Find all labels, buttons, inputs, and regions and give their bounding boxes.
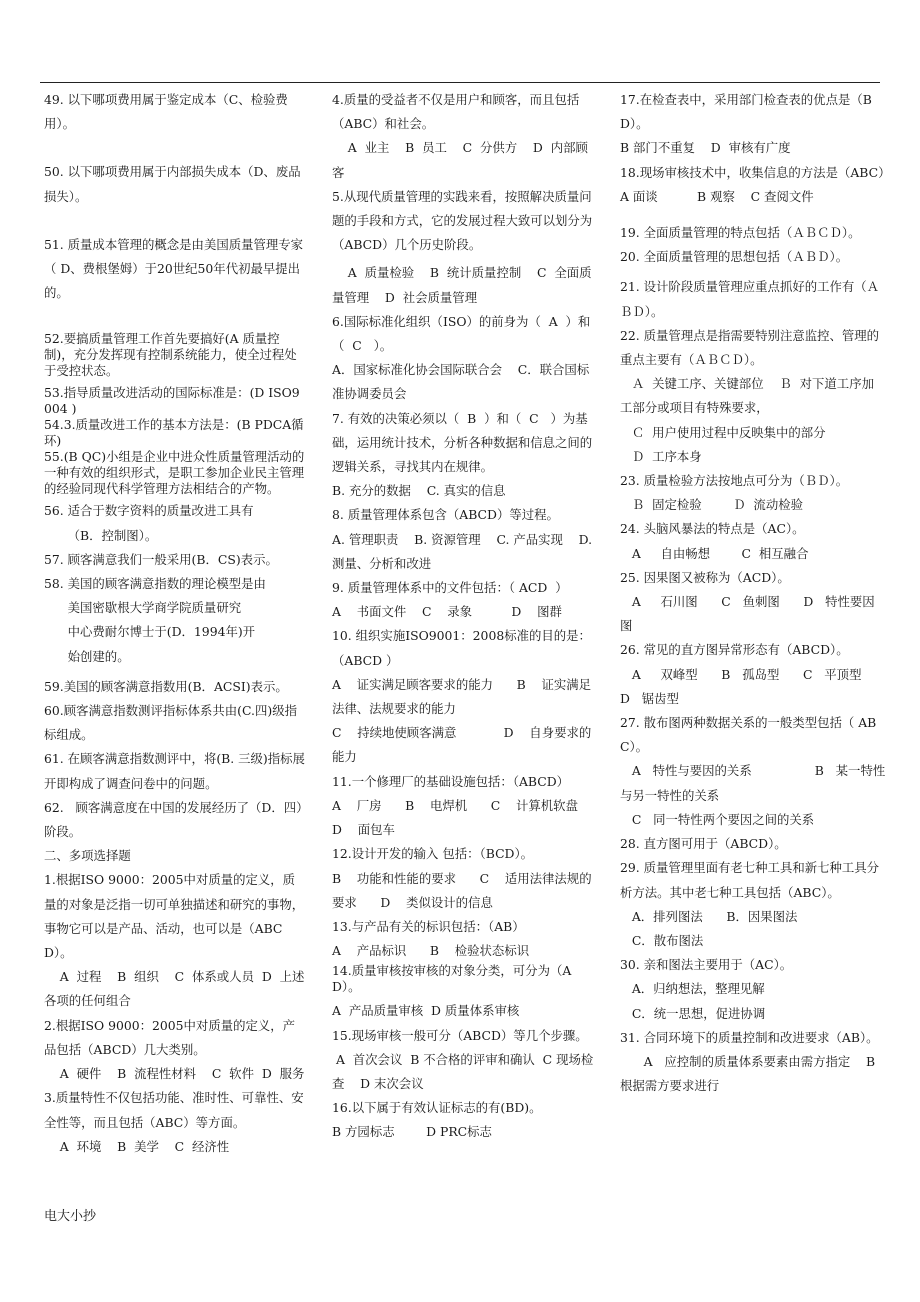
question-line: C 同一特性两个要因之间的关系 (620, 811, 815, 827)
question-line: A 书面文件 C 录象 D 图群 (332, 604, 562, 620)
footer-text: 电大小抄 (44, 1209, 97, 1224)
question-line: 1.根据ISO 9000：2005中对质量的定义，质量的对象是泛指一切可单独描述和研究的事物，事物它可以是产品、活动，也可以是（ABCD）。 (44, 872, 305, 961)
question-line: 美国密歇根大学商学院质量研究 (44, 600, 242, 616)
question-line: A 环境 B 美学 C 经济性 (44, 1138, 230, 1154)
question-line: 19. 全面质量管理的特点包括（ＡＢＣＤ）。 (620, 225, 861, 241)
question-line: A. 管理职责 B. 资源管理 C. 产品实现 D. 测量、分析和改进 (332, 531, 597, 571)
question-line: A 过程 B 组织 C 体系或人员 D 上述各项的任何组合 (44, 969, 305, 1009)
question-line: B 方园标志 D PRC标志 (332, 1124, 492, 1140)
question-line: A 首次会议 B 不合格的评审和确认 C 现场检查 D 末次会议 (332, 1051, 594, 1091)
question-line: 9. 质量管理体系中的文件包括：（ ACD ） (332, 580, 568, 596)
question-line: 59.美国的顾客满意指数用(B．ACSI)表示。 (44, 678, 288, 694)
question-line: A 质量检验 B 统计质量控制 C 全面质量管理 D 社会质量管理 (332, 265, 592, 305)
question-line: B 功能和性能的要求 C 适用法律法规的要求 D 类似设计的信息 (332, 870, 592, 910)
question-line: 24. 头脑风暴法的特点是（AC）。 (620, 521, 805, 537)
question-line: （B．控制图）。 (44, 527, 158, 543)
question-line: A 应控制的质量体系要素由需方指定 B 根据需方要求进行 (620, 1053, 887, 1094)
question-line: 15.现场审核一般可分（ABCD）等几个步骤。 (332, 1027, 588, 1043)
question-line: C 持续地使顾客满意 D 自身要求的能力 (332, 725, 592, 765)
question-line: 52.要搞质量管理工作首先要搞好(A 质量控制)，充分发挥现有控制系统能力，使全过程处于受控状态。 (44, 331, 297, 379)
question-line: 12.设计开发的输入 包括：（BCD）。 (332, 846, 534, 862)
question-line: 20. 全面质量管理的思想包括（ＡＢＤ）。 (620, 249, 849, 265)
question-line: 21. 设计阶段质量管理应重点抓好的工作有（ＡＢＤ）。 (620, 279, 880, 319)
question-line: Ｂ 固定检验 Ｄ 流动检验 (620, 497, 803, 513)
question-line: 23. 质量检验方法按地点可分为（ＢＤ）。 (620, 473, 849, 489)
question-line: 62. 顾客满意度在中国的发展经历了（D．四）阶段。 (44, 799, 303, 840)
question-line: 25. 因果图又被称为（ACD）。 (620, 569, 790, 585)
question-line: B 部门不重复 D 审核有广度 (620, 140, 791, 156)
question-line: 27. 散布图两种数据关系的一般类型包括（ ABC）。 (620, 715, 877, 755)
question-line: A 产品标识 B 检验状态标识 (332, 943, 530, 959)
question-line: B. 充分的数据 C. 真实的信息 (332, 483, 506, 499)
column-left (44, 88, 306, 1159)
question-line: 18.现场审核技术中，收集信息的方法是（ABC） (620, 164, 891, 180)
question-line: 16.以下属于有效认证标志的有(BD)。 (332, 1100, 542, 1116)
question-line: A 特性与要因的关系 B 某一特性与另一特性的关系 (620, 763, 886, 803)
question-line: 始创建的。 (44, 648, 130, 664)
question-line: 61. 在顾客满意指数测评中，将(B. 三级)指标展开即构成了调查问卷中的问题。 (44, 751, 305, 791)
question-line: 22. 质量管理点是指需要特别注意监控、管理的重点主要有（ＡＢＣＤ）。 (620, 327, 880, 368)
question-line: 57. 顾客满意我们一般采用(B．CS)表示。 (44, 551, 278, 567)
question-line: 54.3.质量改进工作的基本方法是：(B PDCA循环) (44, 417, 304, 449)
question-line: 50. 以下哪项费用属于内部损失成本（D、废品损失）。 (44, 164, 301, 204)
question-line: 10. 组织实施ISO9001：2008标准的目的是：（ABCD ） (332, 628, 591, 668)
question-line: 60.顾客满意指数测评指标体系共由(C.四)级指标组成。 (44, 703, 297, 743)
question-line: 29. 质量管理里面有老七种工具和新七种工具分析方法。其中老七种工具包括（ABC）。 (620, 860, 880, 900)
question-line: 58. 美国的顾客满意指数的理论模型是由 (44, 576, 266, 592)
question-line: C．统一思想，促进协调 (620, 1005, 766, 1021)
question-line: 14.质量审核按审核的对象分类，可分为（AD）。 (332, 963, 572, 995)
question-line: 53.指导质量改进活动的国际标准是：(D ISO9004 ) (44, 385, 300, 417)
question-line: 30. 亲和图法主要用于（AC）。 (620, 957, 793, 973)
question-line: 28. 直方图可用于（ABCD）。 (620, 836, 787, 852)
question-line: A 自由畅想 C 相互融合 (620, 545, 809, 561)
question-line: 6.国际标准化组织（ISO）的前身为（ A ）和（ C ）。 (332, 313, 591, 354)
question-line: 51. 质量成本管理的概念是由美国质量管理专家（ D、费根堡姆）于20世纪50年代初最早提出的。 (44, 236, 304, 301)
question-line: 31. 合同环境下的质量控制和改进要求（AB）。 (620, 1029, 879, 1045)
question-line: A 面谈 B 观察 C 查阅文件 (620, 188, 814, 204)
question-line: 2.根据ISO 9000：2005中对质量的定义，产品包括（ABCD）几大类别。 (44, 1017, 296, 1057)
question-line: A 证实满足顾客要求的能力 B 证实满足法律、法规要求的能力 (332, 676, 592, 717)
question-line: 5.从现代质量管理的实践来看，按照解决质量问题的手段和方式，它的发展过程大致可以划分为（ABCD）几个历史阶段。 (332, 188, 593, 253)
question-line: 4.质量的受益者不仅是用户和顾客，而且包括（ABC）和社会。 (332, 92, 580, 132)
question-line: 49. 以下哪项费用属于鉴定成本（C、检验费用）。 (44, 92, 288, 132)
question-line: A 厂房 B 电焊机 C 计算机软盘 D 面包车 (332, 797, 594, 838)
question-line: A．国家标准化协会国际联合会 C．联合国标准协调委员会 (332, 362, 590, 402)
question-line: A 石川图 C 鱼刺图 D 特性要因图 (620, 594, 875, 634)
question-line: C．散布图法 (620, 932, 704, 948)
question-line: 8. 质量管理体系包含（ABCD）等过程。 (332, 507, 559, 523)
question-line: A．归纳想法，整理见解 (620, 981, 765, 997)
question-line: 二、多项选择题 (44, 848, 131, 864)
question-line: A 产品质量审核 D 质量体系审核 (332, 1003, 520, 1019)
question-line: Ｃ 用户使用过程中反映集中的部分 (620, 424, 826, 440)
question-line: A 业主 B 员工 C 分供方 D 内部顾客 (332, 140, 588, 180)
question-line: 7. 有效的决策必须以（ B ）和（ C ）为基础，运用统计技术，分析各种数据和信息之间的逻辑关系，寻找其内在规律。 (332, 410, 593, 475)
question-line: Ａ 关键工序、关键部位 Ｂ 对下道工序加工部分或项目有特殊要求， (620, 376, 874, 416)
question-line: A．排列图法 B．因果图法 (620, 908, 798, 924)
question-line: A 双峰型 B 孤岛型 C 平顶型 D 锯齿型 (620, 666, 886, 706)
question-line: 26. 常见的直方图异常形态有（ABCD）。 (620, 642, 849, 658)
question-line: 56. 适合于数字资料的质量改进工具有 (44, 503, 254, 519)
header-rule (40, 82, 880, 83)
question-line: 11.一个修理厂的基础设施包括：（ABCD） (332, 773, 570, 789)
question-line: A 硬件 B 流程性材料 C 软件 D 服务 (44, 1066, 305, 1082)
question-line: 55.(B QC)小组是企业中进众性质量管理活动的一种有效的组织形式，是职工参加企业民主管理的经验同现代科学管理方法相结合的产物。 (44, 449, 305, 497)
question-line: 13.与产品有关的标识包括：（AB） (332, 918, 525, 934)
question-line: 中心费耐尔博士于(D．1994年)开 (44, 624, 256, 640)
question-line: Ｄ 工序本身 (620, 448, 702, 464)
column-right (620, 88, 891, 1098)
question-line: 17.在检查表中，采用部门检查表的优点是（BD）。 (620, 92, 872, 132)
question-line: 3.质量特性不仅包括功能、准时性、可靠性、安全性等，而且包括（ABC）等方面。 (44, 1090, 304, 1130)
column-middle (332, 88, 596, 1145)
